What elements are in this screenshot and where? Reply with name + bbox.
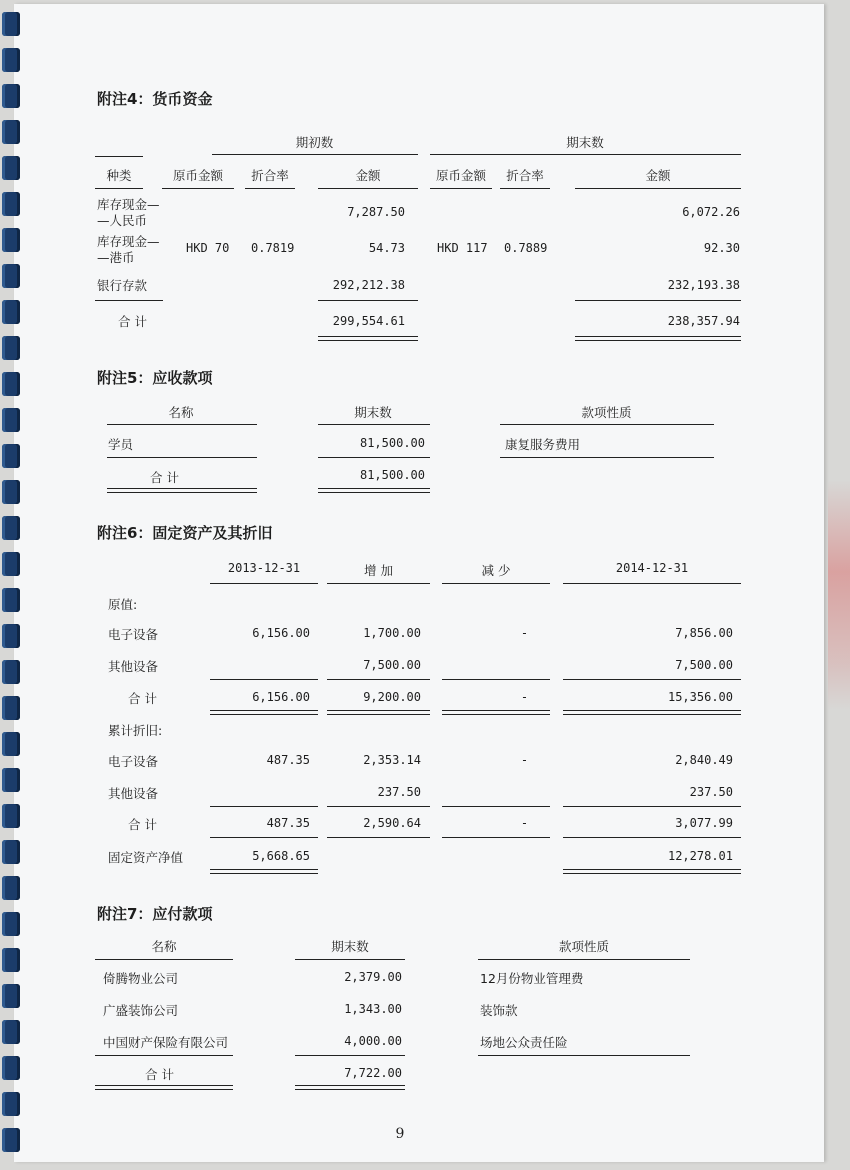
note5-row1-name: 学员	[108, 437, 134, 452]
note6-dep-row1-start: 487.35	[266, 753, 310, 767]
note4-total-label: 合 计	[118, 314, 147, 329]
note6-header-end: 2014-12-31	[615, 561, 689, 575]
note4-row1-kind-l2: —人民币	[97, 213, 148, 228]
note4-title: 附注4：货币资金	[97, 90, 213, 108]
note6-orig-row1-inc: 1,700.00	[363, 626, 421, 640]
note6-orig-row1-start: 6,156.00	[252, 626, 310, 640]
note7-row1-name: 倚腾物业公司	[103, 971, 179, 986]
note6-dep-total-label: 合 计	[128, 817, 157, 832]
note6-orig-row1-dec: -	[520, 626, 529, 640]
note4-total-begin: 299,554.61	[332, 314, 405, 328]
note6-dep-row2-end: 237.50	[689, 785, 733, 799]
note6-orig-row1-name: 电子设备	[108, 627, 159, 642]
spiral-binding	[0, 0, 22, 1170]
note6-net-end: 12,278.01	[667, 849, 733, 863]
note6-dep-row2-name: 其他设备	[108, 786, 159, 801]
note6-dep-row1-name: 电子设备	[108, 754, 159, 769]
note4-header-amount-end: 金额	[645, 168, 671, 183]
note7-row3-nature: 场地公众责任险	[480, 1035, 568, 1050]
note4-row3-kind: 银行存款	[97, 278, 148, 293]
note7-title: 附注7：应付款项	[97, 905, 213, 923]
note6-net-label: 固定资产净值	[108, 850, 184, 865]
note6-header-inc: 增 加	[364, 563, 393, 578]
note4-group-begin: 期初数	[295, 135, 334, 150]
note6-net-start: 5,668.65	[252, 849, 310, 863]
note6-dep-total-inc: 2,590.64	[363, 816, 421, 830]
note7-row2-end: 1,343.00	[344, 1002, 402, 1016]
note6-dep-label: 累计折旧:	[108, 723, 163, 738]
note6-orig-row2-name: 其他设备	[108, 659, 159, 674]
note4-header-rate-end: 折合率	[506, 168, 544, 183]
note4-header-amount-begin: 金额	[355, 168, 381, 183]
note4-row2-begin-amount: 54.73	[368, 241, 405, 255]
note7-row2-name: 广盛装饰公司	[103, 1003, 179, 1018]
note7-row1-end: 2,379.00	[344, 970, 402, 984]
note4-row3-end-amount: 232,193.38	[667, 278, 740, 292]
note4-header-rate-begin: 折合率	[251, 168, 289, 183]
page-number: 9	[395, 1126, 405, 1142]
note5-title: 附注5：应收款项	[97, 369, 213, 387]
note7-row3-name: 中国财产保险有限公司	[103, 1035, 229, 1050]
note7-header-end: 期末数	[331, 939, 369, 954]
note4-row2-end-rate: 0.7889	[504, 241, 548, 255]
note4-row2-kind-l2: —港币	[97, 250, 135, 265]
note6-orig-total-inc: 9,200.00	[363, 690, 421, 704]
note7-row1-nature: 12月份物业管理费	[480, 971, 584, 986]
note7-row2-nature: 装饰款	[480, 1003, 518, 1018]
note5-total-end: 81,500.00	[359, 468, 425, 482]
note4-row2-begin-orig: HKD 70	[186, 241, 230, 255]
note6-dep-row2-inc: 237.50	[377, 785, 421, 799]
note6-dep-row1-dec: -	[520, 753, 529, 767]
note4-row2-kind-l1: 库存现金—	[97, 234, 160, 249]
note6-title: 附注6：固定资产及其折旧	[97, 524, 273, 542]
note6-orig-row2-end: 7,500.00	[675, 658, 733, 672]
note4-total-end: 238,357.94	[667, 314, 740, 328]
note4-header-orig-end: 原币金额	[435, 168, 486, 183]
note5-row1-end: 81,500.00	[359, 436, 425, 450]
note5-total-label: 合 计	[150, 470, 179, 485]
note6-orig-total-end: 15,356.00	[667, 690, 733, 704]
note7-total-label: 合 计	[145, 1067, 174, 1082]
note6-dep-row1-inc: 2,353.14	[363, 753, 421, 767]
note7-row3-end: 4,000.00	[344, 1034, 402, 1048]
note7-header-name: 名称	[151, 939, 177, 954]
note4-row3-begin-amount: 292,212.38	[332, 278, 405, 292]
note4-row2-end-amount: 92.30	[703, 241, 740, 255]
note4-row2-end-orig: HKD 117	[437, 241, 488, 255]
note4-row1-kind-l1: 库存现金—	[97, 197, 160, 212]
note6-dep-total-dec: -	[520, 816, 529, 830]
note6-orig-row1-end: 7,856.00	[675, 626, 733, 640]
note6-orig-total-start: 6,156.00	[252, 690, 310, 704]
note6-header-dec: 减 少	[481, 563, 511, 578]
note4-row1-end-amount: 6,072.26	[682, 205, 740, 219]
note5-row1-nature: 康复服务费用	[505, 437, 581, 452]
note6-orig-total-label: 合 计	[128, 691, 157, 706]
note4-row2-begin-rate: 0.7819	[251, 241, 295, 255]
red-stamp-edge	[828, 480, 850, 710]
note6-orig-row2-inc: 7,500.00	[363, 658, 421, 672]
note4-header-orig-begin: 原币金额	[172, 168, 223, 183]
note4-group-end: 期末数	[566, 135, 604, 150]
note5-header-nature: 款项性质	[581, 405, 632, 420]
note6-dep-total-start: 487.35	[266, 816, 310, 830]
note5-header-name: 名称	[168, 405, 194, 420]
note6-dep-row1-end: 2,840.49	[675, 753, 733, 767]
note5-header-end: 期末数	[354, 405, 392, 420]
note7-total-end: 7,722.00	[344, 1066, 402, 1080]
note7-header-nature: 款项性质	[558, 939, 609, 954]
note6-header-start: 2013-12-31	[227, 561, 301, 575]
note6-dep-total-end: 3,077.99	[675, 816, 733, 830]
note4-header-kind: 种类	[106, 168, 132, 183]
note6-orig-label: 原值:	[108, 597, 138, 612]
note6-orig-total-dec: -	[520, 690, 529, 704]
note4-row1-begin-amount: 7,287.50	[347, 205, 405, 219]
